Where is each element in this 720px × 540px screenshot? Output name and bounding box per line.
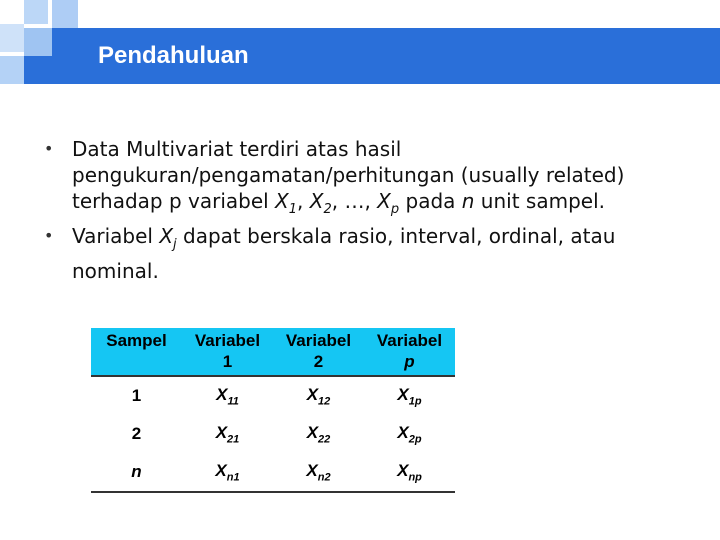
table-header-row [91,328,455,376]
table-cell: $X_{12}$ [306,384,331,408]
table-cell: $X_{np}$ [364,453,455,492]
table-cell: $X_{1p}$ [397,384,422,408]
variable-table [91,328,455,493]
table-cell: $X_{21}$ [215,422,240,446]
decor-square [24,28,52,56]
bullet-text: Variabel $X_j$ dapat berskala rasio, interval, ordinal, atau nominal. [72,224,616,283]
table-cell: $X_{n1}$ [182,453,273,492]
row-label-cell: n [91,453,182,492]
header-cell: Sampel [91,328,182,376]
decor-square [52,0,78,28]
row-label-cell: 1 [131,386,142,405]
table-row [91,376,455,415]
row-label-cell: 2 [131,424,142,443]
bullet-list [42,136,702,284]
bullet-text: Data Multivariat terdiri atas hasil pengukuran/pengamatan/perhitungan (usually related) terhadap p variabel $X_1$, $X_2$, …, $X_p$ pada n unit sampel. [72,137,625,217]
table-row [91,453,455,492]
slide-title: Pendahuluan [98,42,249,69]
table-cell: $X_{11}$ [216,384,239,408]
decor-square [0,24,24,52]
header-cell: Variabel 1 [182,328,273,376]
decor-square [24,0,48,24]
header-cell: Variabel p [364,328,455,376]
table-row [91,415,455,453]
decor-square [0,56,24,84]
decor-square [24,56,52,84]
table-cell: $X_{n2}$ [273,453,364,492]
bullet-dot-icon: • [44,226,54,245]
bullet-item [42,223,702,284]
table-cell: $X_{2p}$ [397,422,422,446]
bullet-dot-icon: • [44,139,54,158]
table-cell: $X_{22}$ [306,422,331,446]
header-cell: Variabel 2 [273,328,364,376]
bullet-item [42,136,702,223]
